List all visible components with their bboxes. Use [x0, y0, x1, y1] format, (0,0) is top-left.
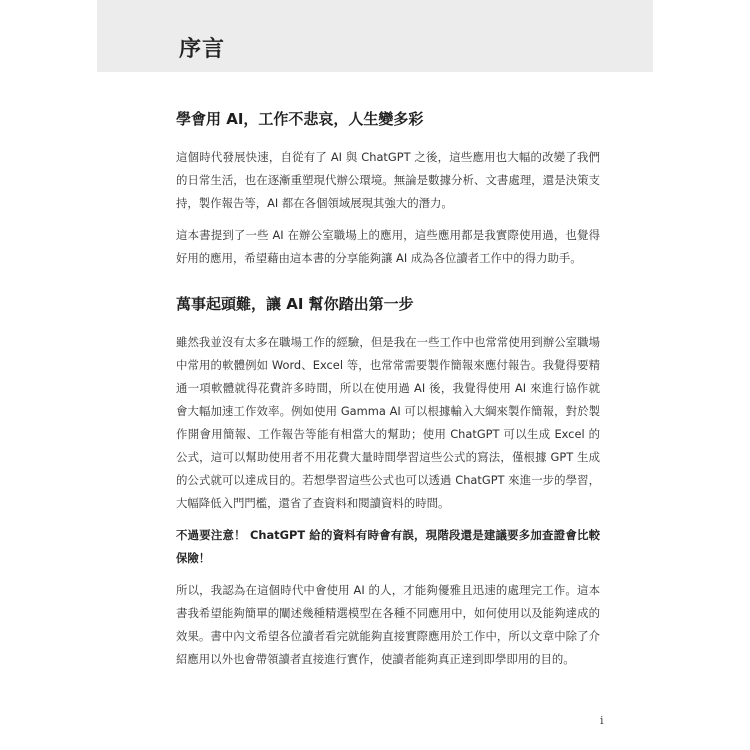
page-title: 序言 [179, 37, 226, 62]
section-heading-learn-ai: 學會用 AI，工作不悲哀，人生變多彩 [176, 110, 424, 128]
chapter-header-band [97, 0, 653, 72]
paragraph: 這個時代發展快速，自從有了 AI 與 ChatGPT 之後，這些應用也大幅的改變了我們的日常生活，也在逐漸重塑現代辦公環境。無論是數據分析、文書處理，還是決策支持，製作報告等，AI 都在各個領域展現其強大的潛力。 [176, 150, 600, 210]
warning-note: 不過要注意！ ChatGPT 給的資料有時會有誤，現階段還是建議要多加查證會比較保險！ [176, 528, 600, 565]
paragraph: 這本書提到了一些 AI 在辦公室職場上的應用，這些應用都是我實際使用過，也覺得好用的應用，希望藉由這本書的分享能夠讓 AI 成為各位讀者工作中的得力助手。 [176, 228, 600, 265]
section-heading-first-step: 萬事起頭難，讓 AI 幫你踏出第一步 [176, 295, 414, 313]
preface-body [176, 108, 600, 680]
page-number: i [600, 714, 604, 727]
paragraph: 雖然我並沒有太多在職場工作的經驗，但是我在一些工作中也常常使用到辦公室職場中常用的軟體例如 Word、Excel 等，也常常需要製作簡報來應付報告。我覺得要精通一項軟體就得花費許多時間，所以在使用過 AI 後，我覺得使用 AI 來進行協作就會大幅加速工作效率。例如使用 Gamma AI 可以根據輸入大綱來製作簡報，對於製作開會用簡報、工作報告等能有相當大的幫助；使用 ChatGPT 可以生成 Excel 的公式，這可以幫助使用者不用花費大量時間學習這些公式的寫法，僅根據 GPT 生成的公式就可以達成目的。若想學習這些公式也可以透過 ChatGPT 來進一步的學習，大幅降低入門門檻，還省了查資料和閱讀資料的時間。 [176, 335, 600, 510]
paragraph: 所以，我認為在這個時代中會使用 AI 的人，才能夠優雅且迅速的處理完工作。這本書我希望能夠簡單的闡述幾種精選模型在各種不同應用中，如何使用以及能夠達成的效果。書中內文希望各位讀者看完就能夠直接實際應用於工作中，所以文章中除了介紹應用以外也會帶領讀者直接進行實作，使讀者能夠真正達到即學即用的目的。 [176, 583, 600, 666]
